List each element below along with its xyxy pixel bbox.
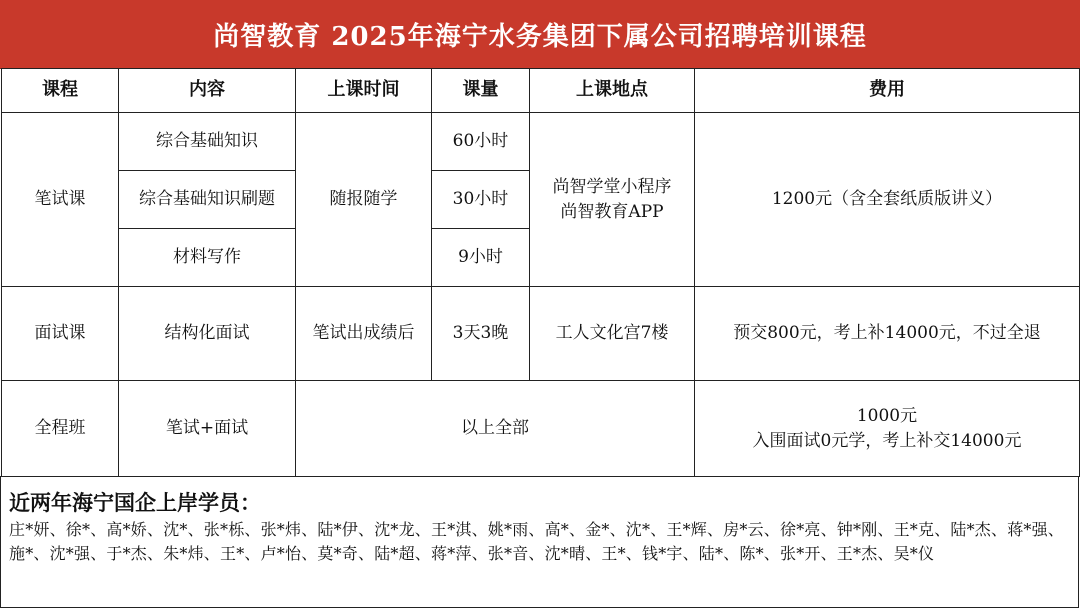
written-content-1: 综合基础知识	[119, 113, 296, 171]
alumni-names: 庄*妍、徐*、高*娇、沈*、张*栎、张*炜、陆*伊、沈*龙、王*淇、姚*雨、高*、金*、沈*、王*辉、房*云、徐*亮、钟*刚、王*克、陆*杰、蒋*强、施*、沈*强、于*杰、朱*炜、王*、卢*怡、莫*奇、陆*超、蒋*萍、张*音、沈*晴、王*、钱*宇、陆*、陈*、张*开、王*杰、吴*仪	[9, 520, 1065, 563]
written-location	[530, 113, 695, 287]
table-row	[2, 381, 1080, 477]
written-course-name: 笔试课	[2, 113, 119, 287]
header-course: 课程	[2, 69, 119, 113]
written-fee: 1200元（含全套纸质版讲义）	[695, 113, 1080, 287]
header-location: 上课地点	[530, 69, 695, 113]
table-header-row	[2, 69, 1080, 113]
written-hours-3: 9小时	[432, 229, 530, 287]
interview-location: 工人文化宫7楼	[530, 287, 695, 381]
alumni-section	[0, 476, 1079, 608]
full-fee-line-1: 1000元	[856, 405, 918, 426]
written-hours-1: 60小时	[432, 113, 530, 171]
written-location-line-1: 尚智学堂小程序	[552, 176, 672, 197]
header-time: 上课时间	[296, 69, 432, 113]
header-fee: 费用	[695, 69, 1080, 113]
full-content: 笔试+面试	[119, 381, 296, 477]
written-hours-2: 30小时	[432, 171, 530, 229]
alumni-title: 近两年海宁国企上岸学员：	[9, 490, 261, 515]
interview-content: 结构化面试	[119, 287, 296, 381]
written-time: 随报随学	[296, 113, 432, 287]
written-content-3: 材料写作	[119, 229, 296, 287]
interview-course-name: 面试课	[2, 287, 119, 381]
full-course-name: 全程班	[2, 381, 119, 477]
full-merged: 以上全部	[296, 381, 695, 477]
page-title: 尚智教育 2025年海宁水务集团下属公司招聘培训课程	[213, 21, 867, 52]
full-fee	[695, 381, 1080, 477]
table-row	[2, 287, 1080, 381]
full-fee-line-2: 入围面试0元学，考上补交14000元	[752, 430, 1022, 451]
written-location-line-2: 尚智教育APP	[560, 201, 664, 222]
course-table	[1, 68, 1080, 477]
written-content-2: 综合基础知识刷题	[119, 171, 296, 229]
page-title-banner	[0, 0, 1080, 69]
header-hours: 课量	[432, 69, 530, 113]
header-content: 内容	[119, 69, 296, 113]
table-row	[2, 113, 1080, 171]
interview-hours: 3天3晚	[432, 287, 530, 381]
interview-fee: 预交800元，考上补14000元，不过全退	[695, 287, 1080, 381]
interview-time: 笔试出成绩后	[296, 287, 432, 381]
